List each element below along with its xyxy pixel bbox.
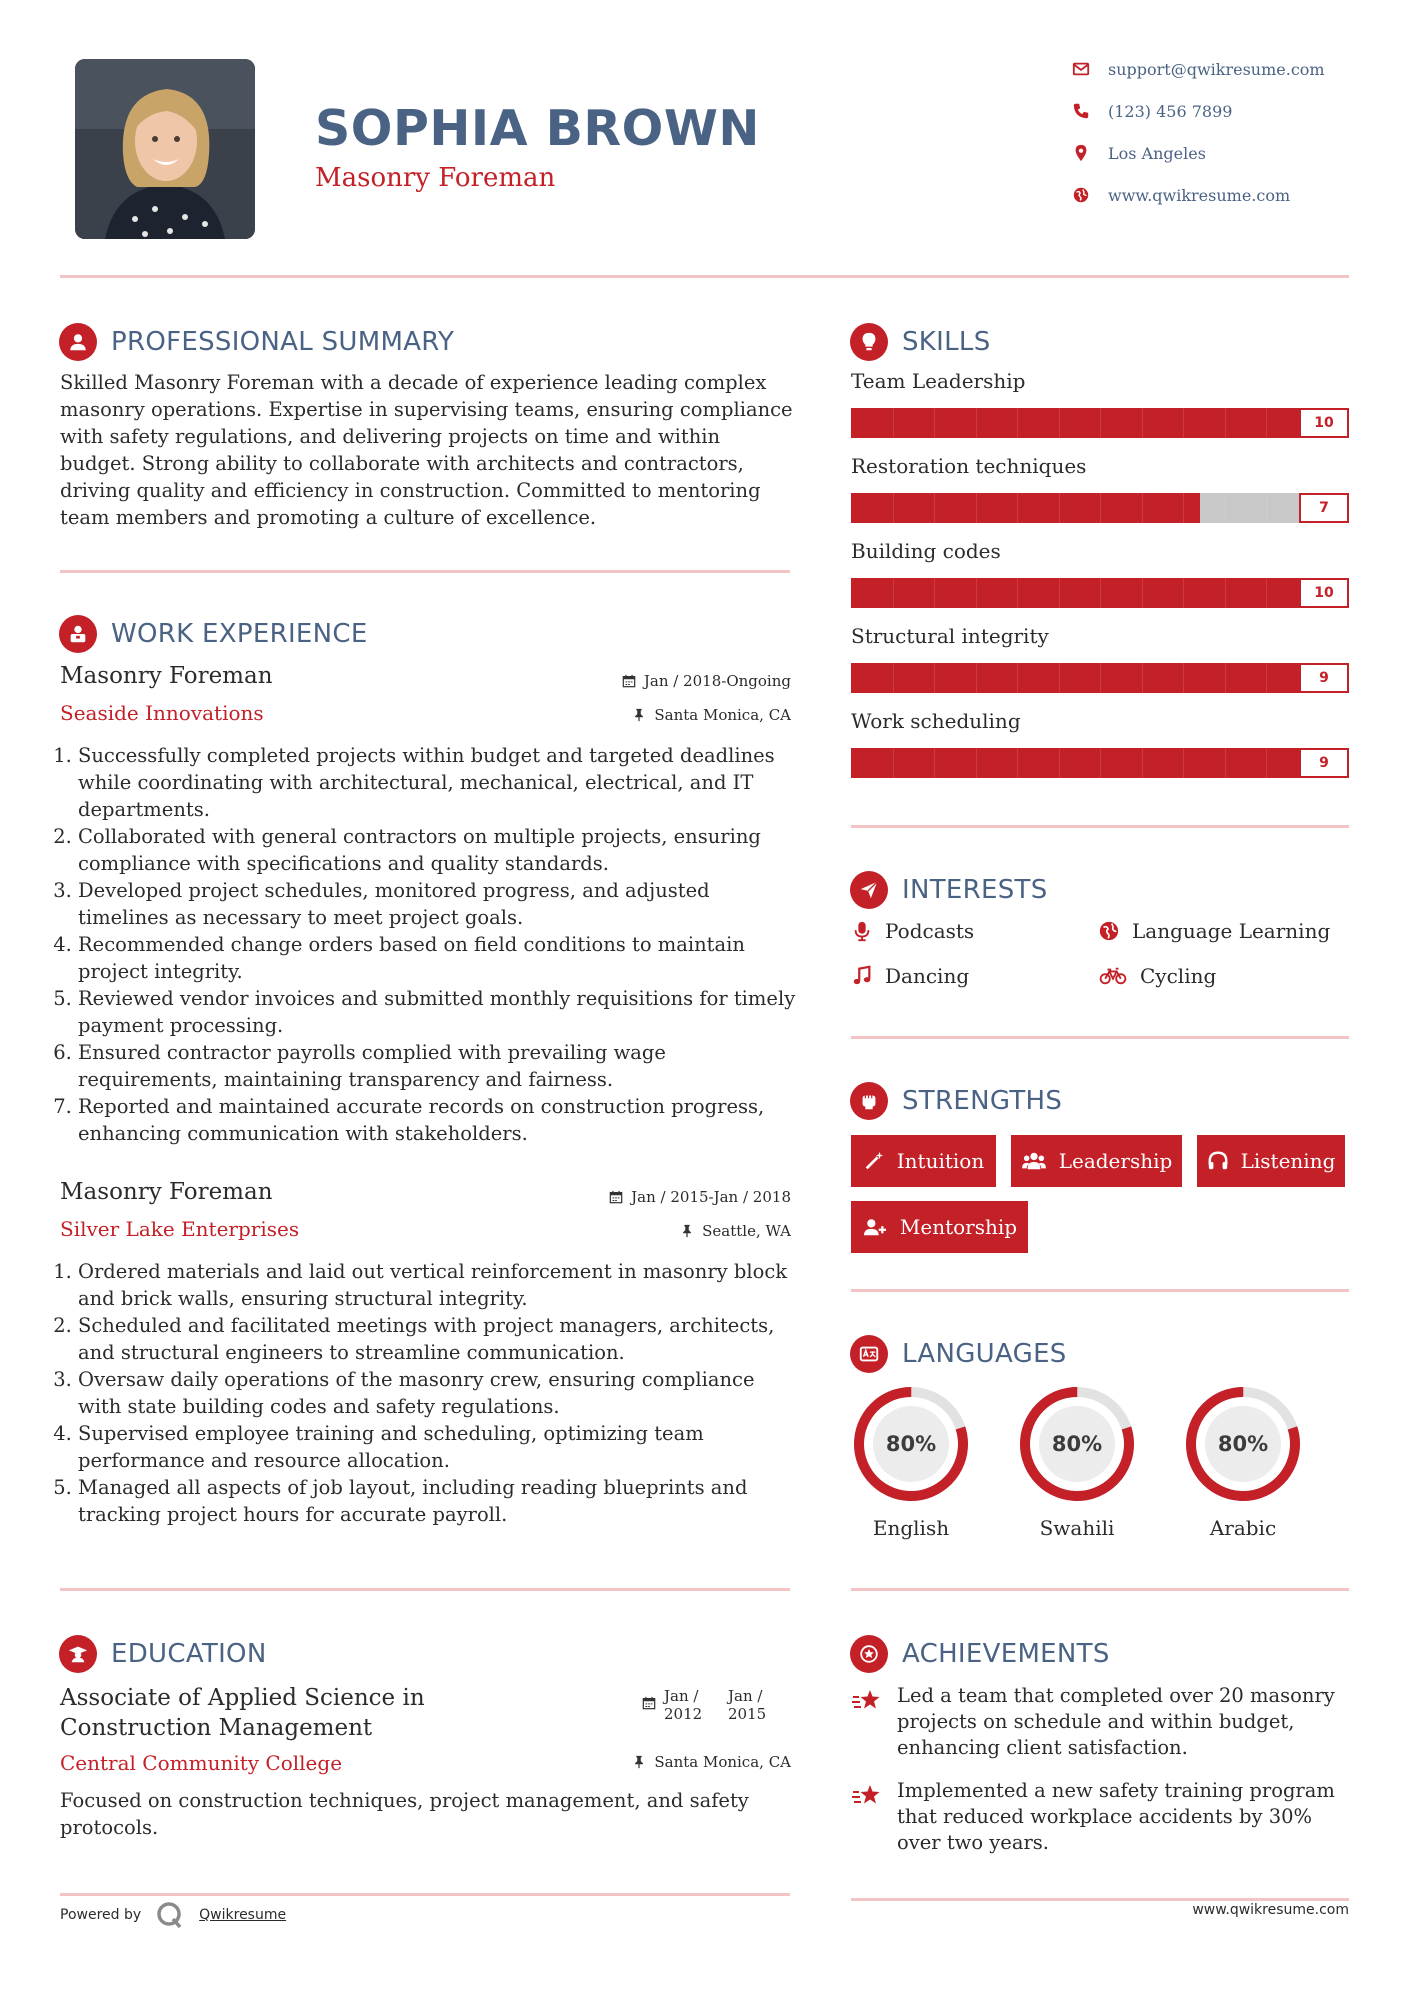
language-ring bbox=[1015, 1382, 1139, 1506]
skill-bar-segment bbox=[1225, 408, 1226, 438]
paper-plane-icon bbox=[850, 871, 888, 909]
job-2-dates-text: Jan / 2015-Jan / 2018 bbox=[631, 1188, 791, 1206]
user-plus-icon bbox=[862, 1216, 888, 1238]
languages-heading: LANGUAGES bbox=[902, 1339, 1067, 1369]
language-ring bbox=[849, 1382, 973, 1506]
calendar-icon bbox=[642, 1696, 656, 1710]
job-1-duties bbox=[60, 742, 800, 1147]
contact-phone-text: (123) 456 7899 bbox=[1108, 101, 1233, 121]
skill-name: Team Leadership bbox=[851, 369, 1026, 393]
skill-bar-segment bbox=[976, 663, 977, 693]
lightbulb-icon bbox=[850, 323, 888, 361]
skill-bar-segment bbox=[976, 493, 977, 523]
strength-mentorship bbox=[851, 1201, 1028, 1253]
music-note-icon bbox=[851, 965, 873, 987]
magic-wand-icon bbox=[863, 1150, 885, 1172]
skill-score: 9 bbox=[1299, 748, 1349, 778]
skill-bar-segment bbox=[1142, 663, 1143, 693]
job-2-title: Masonry Foreman bbox=[60, 1179, 273, 1205]
interest-language-learning bbox=[1098, 916, 1330, 946]
skill-bar-segment bbox=[1059, 408, 1060, 438]
skill-bar-segment bbox=[1100, 663, 1101, 693]
skill-bar-segment bbox=[1183, 663, 1184, 693]
interest-cycling bbox=[1098, 961, 1216, 991]
fist-icon bbox=[850, 1082, 888, 1120]
candidate-name: SOPHIA BROWN bbox=[315, 100, 760, 157]
interest-podcasts bbox=[851, 916, 974, 946]
contact-website-text: www.qwikresume.com bbox=[1108, 185, 1291, 205]
achievements-heading: ACHIEVEMENTS bbox=[902, 1639, 1110, 1669]
contact-location bbox=[1072, 138, 1392, 168]
header-divider bbox=[60, 275, 1349, 278]
contact-email-text: support@qwikresume.com bbox=[1108, 59, 1325, 79]
globe-icon bbox=[1072, 186, 1090, 204]
skill-bar-segment bbox=[1225, 493, 1226, 523]
education-heading: EDUCATION bbox=[111, 1639, 267, 1669]
job-2-duties bbox=[60, 1258, 800, 1528]
skill-bar-segment bbox=[893, 748, 894, 778]
skill-score: 9 bbox=[1299, 663, 1349, 693]
interests-heading: INTERESTS bbox=[902, 875, 1048, 905]
list-item: 4. Recommended change orders based on field conditions to maintain project integrity. bbox=[78, 931, 800, 985]
phone-icon bbox=[1072, 102, 1090, 120]
job-1-location bbox=[560, 706, 791, 724]
skill-bar-segment bbox=[893, 663, 894, 693]
powered-by-text: Powered by bbox=[60, 1907, 142, 1923]
list-item: 6. Ensured contractor payrolls complied with prevailing wage requirements, maintaining transparency and fairness. bbox=[78, 1039, 800, 1093]
section-title-languages bbox=[850, 1334, 1067, 1374]
skill-bar bbox=[851, 748, 1349, 778]
skill-bar-segment bbox=[1266, 578, 1267, 608]
skill-name: Restoration techniques bbox=[851, 454, 1087, 478]
globe-icon bbox=[1098, 920, 1120, 942]
list-item: 4. Supervised employee training and scheduling, optimizing team performance and resource allocation. bbox=[78, 1420, 800, 1474]
skill-bar-segment bbox=[1225, 748, 1226, 778]
skill-bar-segment bbox=[1183, 493, 1184, 523]
interests-divider bbox=[851, 1036, 1349, 1039]
education-location-text: Santa Monica, CA bbox=[654, 1753, 791, 1771]
contact-website[interactable] bbox=[1072, 180, 1392, 210]
section-title-summary bbox=[59, 322, 454, 362]
skill-bar bbox=[851, 578, 1349, 608]
section-title-education bbox=[59, 1634, 267, 1674]
skill-bar-segment bbox=[976, 578, 977, 608]
skill-bar-segment bbox=[1017, 663, 1018, 693]
summary-text: Skilled Masonry Foreman with a decade of experience leading complex masonry operations. Expertise in supervising teams, ensuring compliance with safety regulations, and delivering projects on time and within budget. Strong ability to collaborate with architects and contractors, driving quality and efficiency in construction. Committed to mentoring team members and promoting a culture of excellence. bbox=[60, 371, 793, 529]
bicycle-icon bbox=[1098, 965, 1128, 987]
education-school: Central Community College bbox=[60, 1751, 343, 1775]
strength-intuition bbox=[851, 1135, 996, 1187]
list-item: 3. Oversaw daily operations of the masonry crew, ensuring compliance with state building codes and safety regulations. bbox=[78, 1366, 800, 1420]
skill-bar-segment bbox=[1017, 408, 1018, 438]
language-percent: 80% bbox=[885, 1432, 937, 1456]
skill-bar bbox=[851, 663, 1349, 693]
skill-bar-segment bbox=[934, 493, 935, 523]
languages-divider bbox=[851, 1588, 1349, 1591]
skill-bar-fill bbox=[851, 493, 1200, 523]
strengths-divider bbox=[851, 1289, 1349, 1292]
strengths-heading: STRENGTHS bbox=[902, 1086, 1063, 1116]
contact-phone[interactable] bbox=[1072, 96, 1392, 126]
skill-bar-segment bbox=[1100, 748, 1101, 778]
list-item: 5. Managed all aspects of job layout, including reading blueprints and tracking project hours for accurate payroll. bbox=[78, 1474, 800, 1528]
education-dates bbox=[642, 1687, 792, 1727]
skill-bar-segment bbox=[934, 748, 935, 778]
skill-bar-segment bbox=[1017, 493, 1018, 523]
skill-bar-segment bbox=[893, 493, 894, 523]
skill-bar-segment bbox=[1017, 578, 1018, 608]
job-2-location bbox=[560, 1222, 791, 1240]
experience-heading: WORK EXPERIENCE bbox=[111, 619, 368, 649]
skill-bar-segment bbox=[1225, 578, 1226, 608]
interest-dancing bbox=[851, 961, 969, 991]
skill-bar-segment bbox=[1017, 748, 1018, 778]
skill-score: 10 bbox=[1299, 408, 1349, 438]
list-item: 5. Reviewed vendor invoices and submitted monthly requisitions for timely payment processing. bbox=[78, 985, 800, 1039]
skill-score: 10 bbox=[1299, 578, 1349, 608]
interest-label: Podcasts bbox=[885, 919, 975, 943]
language-name: Swahili bbox=[1039, 1516, 1115, 1540]
skill-bar-fill bbox=[851, 663, 1299, 693]
user-icon bbox=[59, 323, 97, 361]
skill-bar-segment bbox=[1100, 493, 1101, 523]
education-location bbox=[560, 1753, 791, 1771]
job-1-location-text: Santa Monica, CA bbox=[654, 706, 791, 724]
qwikresume-logo-icon bbox=[155, 1900, 185, 1930]
skill-bar-segment bbox=[1059, 748, 1060, 778]
skill-score: 7 bbox=[1299, 493, 1349, 523]
skill-bar-segment bbox=[893, 408, 894, 438]
education-divider bbox=[60, 1893, 790, 1896]
skill-bar-segment bbox=[976, 748, 977, 778]
skill-name: Building codes bbox=[851, 539, 1001, 563]
strength-label: Mentorship bbox=[899, 1215, 1018, 1239]
pushpin-icon bbox=[632, 708, 646, 722]
skill-bar-segment bbox=[1059, 663, 1060, 693]
skill-bar-segment bbox=[1183, 578, 1184, 608]
skill-bar-segment bbox=[1100, 578, 1101, 608]
education-degree: Associate of Applied Science in Construction Management bbox=[60, 1685, 425, 1741]
section-title-strengths bbox=[850, 1081, 1062, 1121]
skill-bar-segment bbox=[1059, 493, 1060, 523]
skill-bar-segment bbox=[1100, 408, 1101, 438]
skill-bar-segment bbox=[1142, 493, 1143, 523]
interest-label: Language Learning bbox=[1132, 919, 1331, 943]
skill-bar bbox=[851, 408, 1349, 438]
list-item: 1. Ordered materials and laid out vertical reinforcement in masonry block and brick walls, ensuring structural integrity. bbox=[78, 1258, 800, 1312]
skill-bar-segment bbox=[1183, 408, 1184, 438]
achievement-text: Implemented a new safety training program that reduced workplace accidents by 30% over two years. bbox=[897, 1779, 1335, 1854]
strength-label: Intuition bbox=[896, 1149, 985, 1173]
section-title-achievements bbox=[850, 1634, 1110, 1674]
pushpin-icon bbox=[632, 1755, 646, 1769]
skill-bar-segment bbox=[934, 663, 935, 693]
footer-url[interactable]: www.qwikresume.com bbox=[1192, 1902, 1349, 1918]
skill-bar-segment bbox=[1142, 408, 1143, 438]
education-description: Focused on construction techniques, project management, and safety protocols. bbox=[60, 1789, 749, 1839]
shooting-star-icon bbox=[851, 1780, 883, 1812]
job-1-company: Seaside Innovations bbox=[60, 701, 264, 725]
pushpin-icon bbox=[680, 1224, 694, 1238]
contact-email[interactable] bbox=[1072, 54, 1392, 84]
map-pin-icon bbox=[1072, 144, 1090, 162]
skill-bar-segment bbox=[1142, 748, 1143, 778]
list-item: 7. Reported and maintained accurate records on construction progress, enhancing communication with stakeholders. bbox=[78, 1093, 800, 1147]
briefcase-user-icon bbox=[59, 615, 97, 653]
job-1-dates bbox=[560, 672, 791, 690]
interest-label: Cycling bbox=[1140, 964, 1217, 988]
users-icon bbox=[1021, 1150, 1047, 1172]
shooting-star-icon bbox=[851, 1685, 883, 1717]
skill-bar-segment bbox=[1183, 748, 1184, 778]
achievement-text: Led a team that completed over 20 masonry projects on schedule and within budget, enhancing client satisfaction. bbox=[897, 1684, 1335, 1759]
skill-bar-segment bbox=[934, 408, 935, 438]
skill-bar-segment bbox=[1266, 663, 1267, 693]
section-title-experience bbox=[59, 614, 368, 654]
skill-bar-segment bbox=[1225, 663, 1226, 693]
achievements-divider bbox=[851, 1898, 1349, 1901]
contact-location-text: Los Angeles bbox=[1108, 143, 1206, 163]
skills-divider bbox=[851, 825, 1349, 828]
language-ring bbox=[1181, 1382, 1305, 1506]
language-name: Arabic bbox=[1209, 1516, 1277, 1540]
education-end: Jan / 2015 bbox=[728, 1687, 767, 1723]
graduate-icon bbox=[59, 1635, 97, 1673]
list-item: 1. Successfully completed projects within budget and targeted deadlines while coordinating with architectural, mechanical, electrical, and IT departments. bbox=[78, 742, 800, 823]
skill-bar bbox=[851, 493, 1349, 523]
language-name: English bbox=[872, 1516, 950, 1540]
strength-label: Listening bbox=[1240, 1149, 1336, 1173]
skill-name: Work scheduling bbox=[851, 709, 1021, 733]
footer-powered-by bbox=[60, 1900, 286, 1930]
strength-label: Leadership bbox=[1058, 1149, 1173, 1173]
list-item: 2. Scheduled and facilitated meetings with project managers, architects, and structural engineers to streamline communication. bbox=[78, 1312, 800, 1366]
summary-heading: PROFESSIONAL SUMMARY bbox=[111, 327, 455, 357]
skill-bar-segment bbox=[1142, 578, 1143, 608]
calendar-icon bbox=[622, 674, 636, 688]
job-2-dates bbox=[560, 1188, 791, 1206]
envelope-icon bbox=[1072, 60, 1090, 78]
list-item: 2. Collaborated with general contractors on multiple projects, ensuring compliance with specifications and quality standards. bbox=[78, 823, 800, 877]
profile-photo bbox=[75, 59, 255, 239]
job-2-location-text: Seattle, WA bbox=[702, 1222, 791, 1240]
calendar-icon bbox=[609, 1190, 623, 1204]
achievement-2 bbox=[851, 1778, 1361, 1856]
candidate-role: Masonry Foreman bbox=[315, 163, 556, 193]
skill-bar-segment bbox=[1266, 748, 1267, 778]
education-start: Jan / 2012 bbox=[664, 1687, 703, 1723]
skill-bar-segment bbox=[893, 578, 894, 608]
job-1-title: Masonry Foreman bbox=[60, 663, 273, 689]
list-item: 3. Developed project schedules, monitored progress, and adjusted timelines as necessary to meet project goals. bbox=[78, 877, 800, 931]
skill-bar-segment bbox=[934, 578, 935, 608]
skill-bar-segment bbox=[1266, 408, 1267, 438]
achievement-1 bbox=[851, 1683, 1361, 1761]
language-percent: 80% bbox=[1217, 1432, 1269, 1456]
skill-bar-fill bbox=[851, 748, 1299, 778]
interest-label: Dancing bbox=[885, 964, 970, 988]
strength-leadership bbox=[1011, 1135, 1182, 1187]
skill-bar-segment bbox=[1266, 493, 1267, 523]
experience-divider bbox=[60, 1588, 790, 1591]
qwikresume-link[interactable]: Qwikresume bbox=[199, 1907, 287, 1923]
job-1-dates-text: Jan / 2018-Ongoing bbox=[643, 672, 791, 690]
job-2-company: Silver Lake Enterprises bbox=[60, 1217, 300, 1241]
skill-bar-segment bbox=[976, 408, 977, 438]
language-percent: 80% bbox=[1051, 1432, 1103, 1456]
star-badge-icon bbox=[850, 1635, 888, 1673]
summary-divider bbox=[60, 570, 790, 573]
translate-icon bbox=[850, 1335, 888, 1373]
skill-bar-segment bbox=[1059, 578, 1060, 608]
section-title-interests bbox=[850, 870, 1048, 910]
skill-name: Structural integrity bbox=[851, 624, 1049, 648]
microphone-icon bbox=[851, 920, 873, 942]
headphones-icon bbox=[1207, 1150, 1229, 1172]
section-title-skills bbox=[850, 322, 991, 362]
strength-listening bbox=[1197, 1135, 1345, 1187]
skills-heading: SKILLS bbox=[902, 327, 991, 357]
